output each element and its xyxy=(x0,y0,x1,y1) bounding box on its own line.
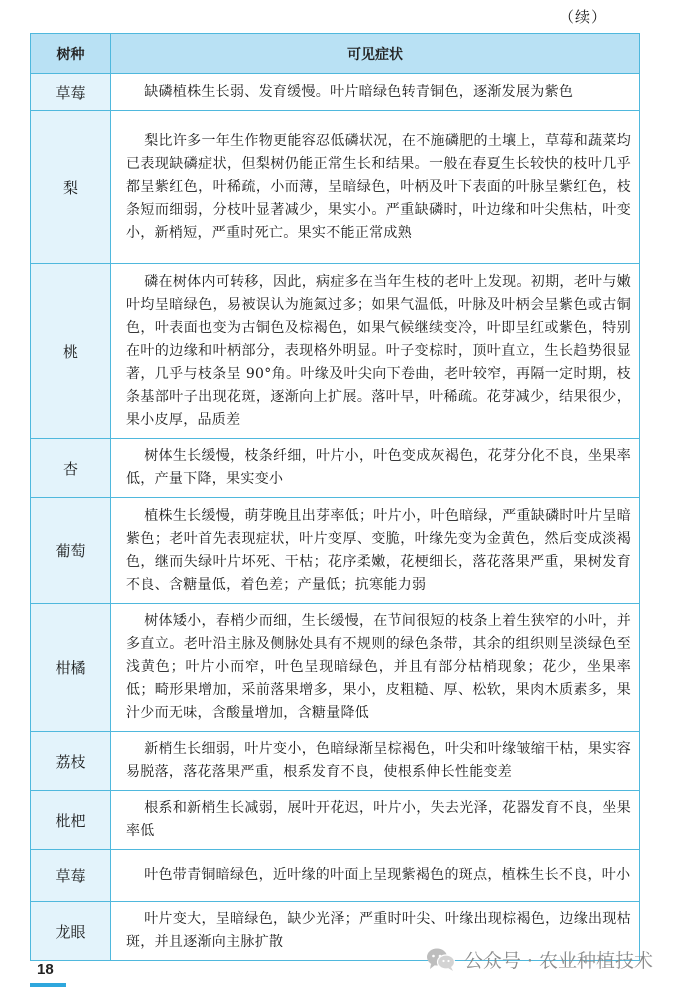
symptom-cell: 叶色带青铜暗绿色，近叶缘的叶面上呈现紫褐色的斑点，植株生长不良，叶小 xyxy=(111,850,640,902)
symptom-cell: 叶片变大，呈暗绿色，缺少光泽；严重时叶尖、叶缘出现棕褐色，边缘出现枯斑，并且逐渐向主脉扩散 xyxy=(111,902,640,961)
table-row xyxy=(31,498,640,604)
table-row xyxy=(31,74,640,111)
species-cell: 杏 xyxy=(31,439,111,498)
table-row xyxy=(31,732,640,791)
page-number-bar xyxy=(30,983,66,987)
symptom-cell: 植株生长缓慢，萌芽晚且出芽率低；叶片小，叶色暗绿，严重缺磷时叶片呈暗紫色；老叶首先表现症状，叶片变厚、变脆，叶缘先变为金黄色，然后变成淡褐色，继而失绿叶片坏死、干枯；花序柔嫩，花梗细长，落花落果严重，果树发育不良、含糖量低，着色差；产量低；抗寒能力弱 xyxy=(111,498,640,604)
table-row xyxy=(31,439,640,498)
species-cell: 柑橘 xyxy=(31,604,111,732)
table-header-row xyxy=(31,34,640,74)
species-cell: 葡萄 xyxy=(31,498,111,604)
header-species: 树种 xyxy=(31,34,111,74)
table-row xyxy=(31,791,640,850)
continued-label: （续） xyxy=(558,8,607,26)
symptom-cell: 磷在树体内可转移，因此，病症多在当年生枝的老叶上发现。初期，老叶与嫩叶均呈暗绿色，易被误认为施氮过多；如果气温低，叶脉及叶柄会呈紫色或古铜色，叶表面也变为古铜色及棕褐色，如果气候继续变冷，叶即呈红或紫色，特别在叶的边缘和叶柄部分，表现格外明显。叶子变棕时，顶叶直立，生长趋势很显著，几乎与枝条呈 90°角。叶缘及叶尖向下卷曲，老叶较窄，再隔一定时期，枝条基部叶子出现花斑，逐渐向上扩展。落叶早，叶稀疏。花芽减少，结果很少，果小皮厚，品质差 xyxy=(111,264,640,439)
species-cell: 荔枝 xyxy=(31,732,111,791)
species-cell: 草莓 xyxy=(31,74,111,111)
symptom-cell: 根系和新梢生长减弱，展叶开花迟，叶片小，失去光泽，花器发育不良，坐果率低 xyxy=(111,791,640,850)
table-row xyxy=(31,111,640,264)
symptom-cell: 树体矮小，春梢少而细，生长缓慢，在节间很短的枝条上着生狭窄的小叶，并多直立。老叶沿主脉及侧脉处具有不规则的绿色条带，其余的组织则呈淡绿色至浅黄色；叶片小而窄，叶色呈现暗绿色，并且有部分枯梢现象；花少，坐果率低；畸形果增加，采前落果增多，果小，皮粗糙、厚、松软，果肉木质素多，果汁少而无味，含酸量增加，含糖量降低 xyxy=(111,604,640,732)
symptom-cell: 新梢生长细弱，叶片变小，色暗绿渐呈棕褐色，叶尖和叶缘皱缩干枯，果实容易脱落，落花落果严重，根系发育不良，使根系伸长性能变差 xyxy=(111,732,640,791)
species-cell: 草莓 xyxy=(31,850,111,902)
header-symptoms: 可见症状 xyxy=(111,34,640,74)
table-row xyxy=(31,264,640,439)
species-cell: 梨 xyxy=(31,111,111,264)
species-cell: 龙眼 xyxy=(31,902,111,961)
phosphorus-deficiency-table xyxy=(30,33,640,961)
symptom-cell: 缺磷植株生长弱、发育缓慢。叶片暗绿色转青铜色，逐渐发展为紫色 xyxy=(111,74,640,111)
table-row xyxy=(31,604,640,732)
wechat-icon xyxy=(426,947,456,973)
watermark xyxy=(426,946,653,973)
symptom-cell: 树体生长缓慢，枝条纤细，叶片小，叶色变成灰褐色，花芽分化不良，坐果率低，产量下降，果实变小 xyxy=(111,439,640,498)
watermark-text: 公众号 · 农业种植技术 xyxy=(463,950,653,972)
species-cell: 枇杷 xyxy=(31,791,111,850)
species-cell: 桃 xyxy=(31,264,111,439)
table-row xyxy=(31,850,640,902)
page-number: 18 xyxy=(37,961,54,978)
symptom-cell: 梨比许多一年生作物更能容忍低磷状况，在不施磷肥的土壤上，草莓和蔬菜均已表现缺磷症状，但梨树仍能正常生长和结果。一般在春夏生长较快的枝叶几乎都呈紫红色，叶稀疏，小而薄，呈暗绿色，叶柄及叶下表面的叶脉呈紫红色，枝条短而细弱，分枝叶显著减少，果实小。严重缺磷时，叶边缘和叶尖焦枯，叶变小，新梢短，严重时死亡。果实不能正常成熟 xyxy=(111,111,640,264)
